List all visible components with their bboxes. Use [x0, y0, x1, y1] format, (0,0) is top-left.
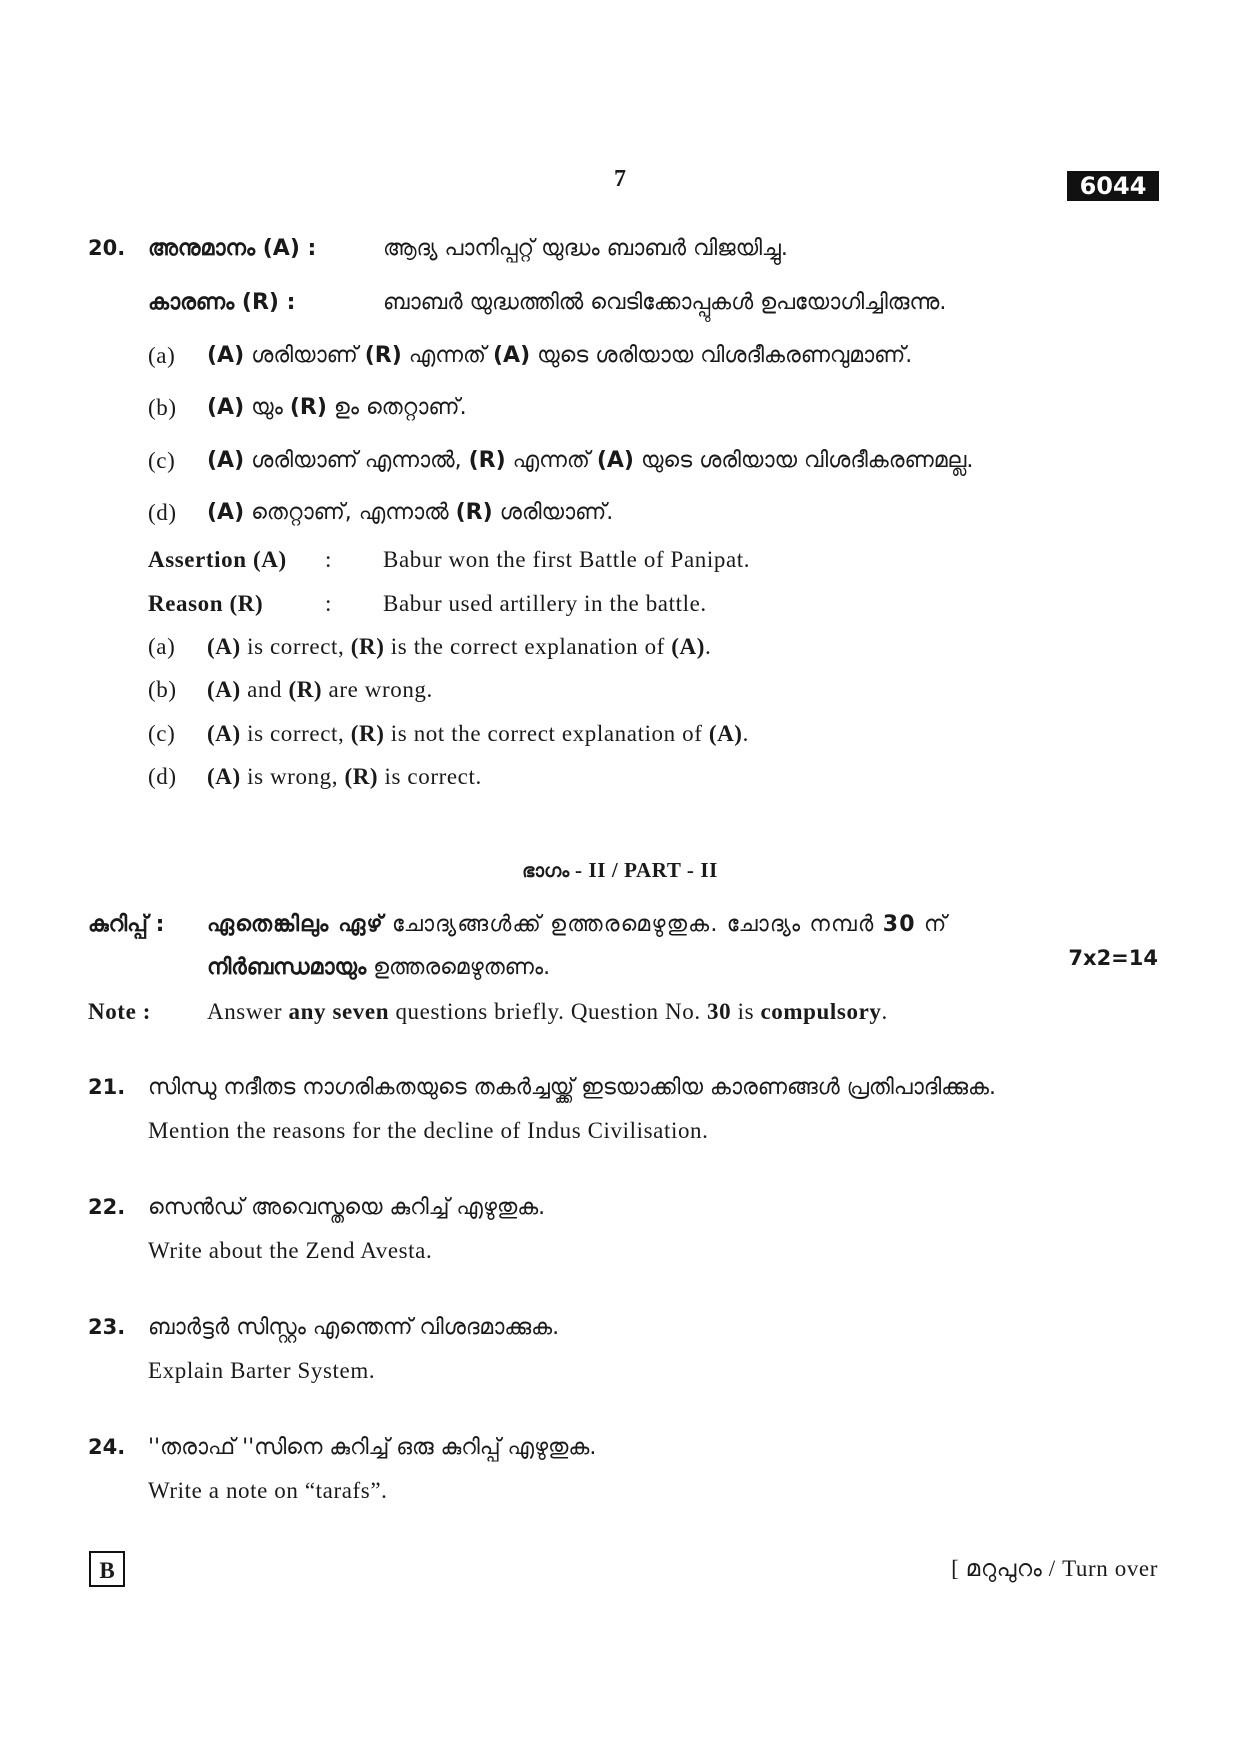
mal-note-line1: ഏതെങ്കിലും ഏഴ് ചോദ്യങ്ങൾക്ക് ഉത്തരമെഴുതുക. ചോദ്യം നമ്പർ 30 ന്: [207, 912, 948, 937]
question-number-23: 23.: [88, 1315, 126, 1339]
question-22-mal: സെൻഡ് അവെസ്തയെ കുറിച്ച് എഴുതുക.: [148, 1195, 546, 1220]
en-note-label: Note :: [88, 999, 151, 1024]
option-label: (d): [148, 500, 177, 525]
option-text: (A) is correct, (R) is not the correct explanation of (A).: [207, 721, 749, 746]
mal-assertion-text: ആദ്യ പാനിപ്പറ്റ് യുദ്ധം ബാബർ വിജയിച്ചു.: [383, 236, 788, 261]
part-heading: [0, 858, 1240, 883]
question-number-22: 22.: [88, 1195, 126, 1219]
question-22-en: Write about the Zend Avesta.: [148, 1238, 433, 1263]
option-label: (d): [148, 764, 177, 789]
en-reason-label: Reason (R): [148, 591, 264, 616]
mal-reason-label: കാരണം (R) :: [148, 290, 296, 315]
question-24-en: Write a note on “tarafs”.: [148, 1478, 388, 1503]
part-heading-en: - II / PART - II: [569, 858, 718, 882]
mal-reason-text: ബാബർ യുദ്ധത്തിൽ വെടിക്കോപ്പുകൾ ഉപയോഗിച്ചിരുന്നു.: [383, 290, 947, 315]
option-label: (b): [148, 395, 177, 420]
option-label: (a): [148, 343, 176, 368]
en-reason-colon: :: [325, 591, 332, 616]
option-label: (b): [148, 677, 177, 702]
turn-over-note: [ മറുപുറം / Turn over: [951, 1556, 1158, 1581]
page-number: 7: [614, 166, 626, 192]
question-21-en: Mention the reasons for the decline of Indus Civilisation.: [148, 1118, 709, 1143]
booklet-code-box: B: [89, 1551, 125, 1587]
option-text: (A) and (R) are wrong.: [207, 677, 433, 702]
mal-assertion-label: അനുമാനം (A) :: [148, 236, 317, 261]
part-heading-mal: ഭാഗം: [522, 860, 570, 882]
question-number-24: 24.: [88, 1435, 126, 1459]
mal-note-label: കുറിപ്പ് :: [88, 912, 165, 937]
question-21-mal: സിന്ധു നദീതട നാഗരികതയുടെ തകർച്ചയ്ക്ക് ഇടയാക്കിയ കാരണങ്ങൾ പ്രതിപാദിക്കുക.: [148, 1075, 996, 1100]
en-assertion-label: Assertion (A): [148, 547, 287, 572]
en-assertion-colon: :: [325, 547, 332, 572]
mal-note-line2: നിർബന്ധമായും ഉത്തരമെഴുതണം.: [207, 955, 551, 980]
option-text: (A) യും (R) ഉം തെറ്റാണ്.: [207, 395, 467, 420]
en-note-text: Answer any seven questions briefly. Question No. 30 is compulsory.: [207, 999, 888, 1024]
option-text: (A) is wrong, (R) is correct.: [207, 764, 482, 789]
question-24-mal: ''തരാഫ് ''സിനെ കുറിച്ച് ഒരു കുറിപ്പ് എഴുതുക.: [148, 1435, 597, 1460]
en-reason-text: Babur used artillery in the battle.: [383, 591, 707, 616]
option-text: (A) ശരിയാണ് (R) എന്നത് (A) യുടെ ശരിയായ വിശദീകരണവുമാണ്.: [207, 343, 913, 368]
en-assertion-text: Babur won the first Battle of Panipat.: [383, 547, 751, 572]
question-number-20: 20.: [88, 236, 126, 260]
option-label: (a): [148, 634, 176, 659]
option-text: (A) ശരിയാണ് എന്നാൽ, (R) എന്നത് (A) യുടെ ശരിയായ വിശദീകരണമല്ല.: [207, 448, 974, 473]
paper-code-badge: 6044: [1067, 171, 1159, 201]
option-text: (A) is correct, (R) is the correct explanation of (A).: [207, 634, 712, 659]
option-label: (c): [148, 448, 176, 473]
option-label: (c): [148, 721, 176, 746]
question-23-en: Explain Barter System.: [148, 1358, 376, 1383]
question-number-21: 21.: [88, 1075, 126, 1099]
option-text: (A) തെറ്റാണ്, എന്നാൽ (R) ശരിയാണ്.: [207, 500, 614, 525]
question-23-mal: ബാർട്ടർ സിസ്റ്റം എന്തെന്ന് വിശദമാക്കുക.: [148, 1315, 560, 1340]
marks-allocation: 7x2=14: [1068, 946, 1158, 970]
